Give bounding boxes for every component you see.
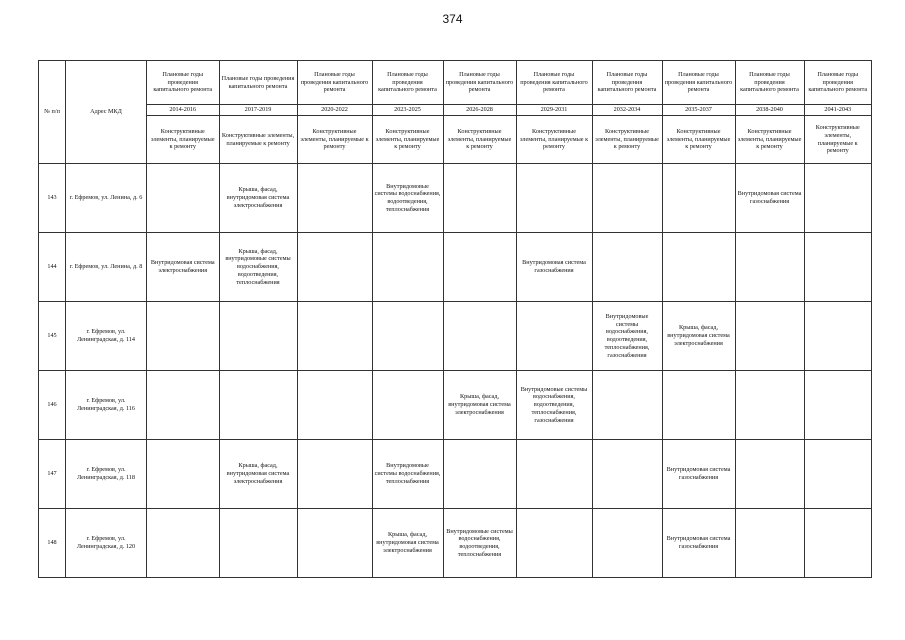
- elements-label: Конструктивные элементы, планируемые к ремонту: [219, 116, 297, 164]
- period-years: 2032-2034: [592, 105, 662, 116]
- repair-elements-cell: [516, 164, 592, 233]
- repair-elements-cell: [662, 371, 735, 440]
- period-title: Плановые годы проведения капитального ремонта: [516, 61, 592, 105]
- repair-elements-cell: [516, 302, 592, 371]
- row-number: 145: [39, 302, 66, 371]
- period-years: 2026-2028: [443, 105, 516, 116]
- period-title: Плановые годы проведения капитального ремонта: [735, 61, 804, 105]
- repair-elements-cell: [297, 371, 372, 440]
- repair-elements-cell: [147, 302, 220, 371]
- repair-elements-cell: [443, 164, 516, 233]
- elements-label: Конструктивные элементы, планируемые к ремонту: [804, 116, 872, 164]
- repair-elements-cell: [735, 440, 804, 509]
- repair-elements-cell: [804, 509, 872, 578]
- repair-elements-cell: Внутридомовые системы водоснабжения, водоотведения, теплоснабжения: [372, 164, 443, 233]
- repair-elements-cell: Крыша, фасад, внутридомовые системы водоснабжения, водоотведения, теплоснабжения: [219, 233, 297, 302]
- repair-elements-cell: [804, 302, 872, 371]
- repair-elements-cell: [372, 233, 443, 302]
- elements-label: Конструктивные элементы, планируемые к ремонту: [297, 116, 372, 164]
- repair-elements-cell: [662, 164, 735, 233]
- table-row: [39, 164, 872, 233]
- elements-label: Конструктивные элементы, планируемые к ремонту: [516, 116, 592, 164]
- repair-elements-cell: Внутридомовая система газоснабжения: [662, 440, 735, 509]
- elements-label: Конструктивные элементы, планируемые к ремонту: [443, 116, 516, 164]
- repair-elements-cell: [735, 302, 804, 371]
- repair-elements-cell: [372, 371, 443, 440]
- row-number: 147: [39, 440, 66, 509]
- repair-elements-cell: Крыша, фасад, внутридомовая система электроснабжения: [219, 440, 297, 509]
- repair-elements-cell: Крыша, фасад, внутридомовая система электроснабжения: [372, 509, 443, 578]
- row-address: г. Ефремов, ул. Ленинградская, д. 120: [66, 509, 147, 578]
- period-years: 2029-2031: [516, 105, 592, 116]
- repair-elements-cell: [219, 302, 297, 371]
- repair-elements-cell: [804, 164, 872, 233]
- elements-label: Конструктивные элементы, планируемые к ремонту: [662, 116, 735, 164]
- row-address: г. Ефремов, ул. Ленина, д. 8: [66, 233, 147, 302]
- repair-elements-cell: [516, 440, 592, 509]
- row-number: 144: [39, 233, 66, 302]
- repair-elements-cell: [735, 233, 804, 302]
- period-years: 2020-2022: [297, 105, 372, 116]
- row-number: 146: [39, 371, 66, 440]
- period-title: Плановые годы проведения капитального ремонта: [219, 61, 297, 105]
- row-address: г. Ефремов, ул. Ленинградская, д. 118: [66, 440, 147, 509]
- repair-elements-cell: [147, 440, 220, 509]
- elements-label: Конструктивные элементы, планируемые к ремонту: [147, 116, 220, 164]
- repair-elements-cell: [804, 371, 872, 440]
- repair-elements-cell: Крыша, фасад, внутридомовая система электроснабжения: [662, 302, 735, 371]
- repair-elements-cell: [147, 164, 220, 233]
- row-number: 143: [39, 164, 66, 233]
- repair-elements-cell: [662, 233, 735, 302]
- repair-elements-cell: Внутридомовая система газоснабжения: [516, 233, 592, 302]
- period-years: 2014-2016: [147, 105, 220, 116]
- table-row: [39, 302, 872, 371]
- repair-elements-cell: Внутридомовая система газоснабжения: [662, 509, 735, 578]
- elements-label: Конструктивные элементы, планируемые к ремонту: [372, 116, 443, 164]
- repair-elements-cell: Внутридомовая система газоснабжения: [735, 164, 804, 233]
- address-column-header: Адрес МКД: [66, 61, 147, 164]
- header-row-titles: [39, 61, 872, 105]
- period-title: Плановые годы проведения капитального ремонта: [443, 61, 516, 105]
- page-number: 374: [442, 12, 463, 26]
- repair-elements-cell: [592, 371, 662, 440]
- elements-label: Конструктивные элементы, планируемые к ремонту: [592, 116, 662, 164]
- repair-elements-cell: Внутридомовые системы водоснабжения, теплоснабжения: [372, 440, 443, 509]
- repair-elements-cell: [297, 440, 372, 509]
- period-title: Плановые годы проведения капитального ремонта: [662, 61, 735, 105]
- repair-elements-cell: [219, 371, 297, 440]
- period-title: Плановые годы проведения капитального ремонта: [147, 61, 220, 105]
- repair-elements-cell: [735, 509, 804, 578]
- repair-elements-cell: [516, 509, 592, 578]
- table-body: [39, 164, 872, 578]
- period-title: Плановые годы проведения капитального ремонта: [372, 61, 443, 105]
- repair-elements-cell: [297, 164, 372, 233]
- row-address: г. Ефремов, ул. Ленинградская, д. 116: [66, 371, 147, 440]
- repair-elements-cell: [219, 509, 297, 578]
- repair-elements-cell: Крыша, фасад, внутридомовая система электроснабжения: [219, 164, 297, 233]
- period-years: 2041-2043: [804, 105, 872, 116]
- row-address: г. Ефремов, ул. Ленинградская, д. 114: [66, 302, 147, 371]
- repair-elements-cell: [147, 371, 220, 440]
- repair-elements-cell: [372, 302, 443, 371]
- repair-elements-cell: [147, 509, 220, 578]
- repair-elements-cell: [297, 233, 372, 302]
- period-years: 2023-2025: [372, 105, 443, 116]
- repair-elements-cell: [297, 509, 372, 578]
- period-years: 2035-2037: [662, 105, 735, 116]
- table-row: [39, 371, 872, 440]
- repair-elements-cell: Внутридомовые системы водоснабжения, водоотведения, теплоснабжения, газоснабжения: [516, 371, 592, 440]
- repair-elements-cell: [592, 164, 662, 233]
- table-row: [39, 233, 872, 302]
- repair-elements-cell: [443, 440, 516, 509]
- period-title: Плановые годы проведения капитального ремонта: [804, 61, 872, 105]
- table-row: [39, 440, 872, 509]
- num-column-header: № п/п: [39, 61, 66, 164]
- row-address: г. Ефремов, ул. Ленина, д. 6: [66, 164, 147, 233]
- repair-elements-cell: Внутридомовые системы водоснабжения, водоотведения, теплоснабжения, газоснабжения: [592, 302, 662, 371]
- row-number: 148: [39, 509, 66, 578]
- repair-elements-cell: [804, 233, 872, 302]
- period-years: 2017-2019: [219, 105, 297, 116]
- period-years: 2038-2040: [735, 105, 804, 116]
- elements-label: Конструктивные элементы, планируемые к ремонту: [735, 116, 804, 164]
- repair-elements-cell: [592, 440, 662, 509]
- repair-elements-cell: [804, 440, 872, 509]
- period-title: Плановые годы проведения капитального ремонта: [592, 61, 662, 105]
- repair-elements-cell: Крыша, фасад, внутридомовая система электроснабжения: [443, 371, 516, 440]
- repair-elements-cell: [443, 302, 516, 371]
- header-row-elements: [39, 116, 872, 164]
- header-row-periods: [39, 105, 872, 116]
- repair-elements-cell: Внутридомовые системы водоснабжения, водоотведения, теплоснабжения: [443, 509, 516, 578]
- capital-repair-table: [38, 60, 872, 578]
- repair-elements-cell: [592, 233, 662, 302]
- repair-elements-cell: [443, 233, 516, 302]
- repair-elements-cell: [592, 509, 662, 578]
- period-title: Плановые годы проведения капитального ремонта: [297, 61, 372, 105]
- repair-elements-cell: [735, 371, 804, 440]
- table-row: [39, 509, 872, 578]
- repair-elements-cell: Внутридомовая система электроснабжения: [147, 233, 220, 302]
- repair-elements-cell: [297, 302, 372, 371]
